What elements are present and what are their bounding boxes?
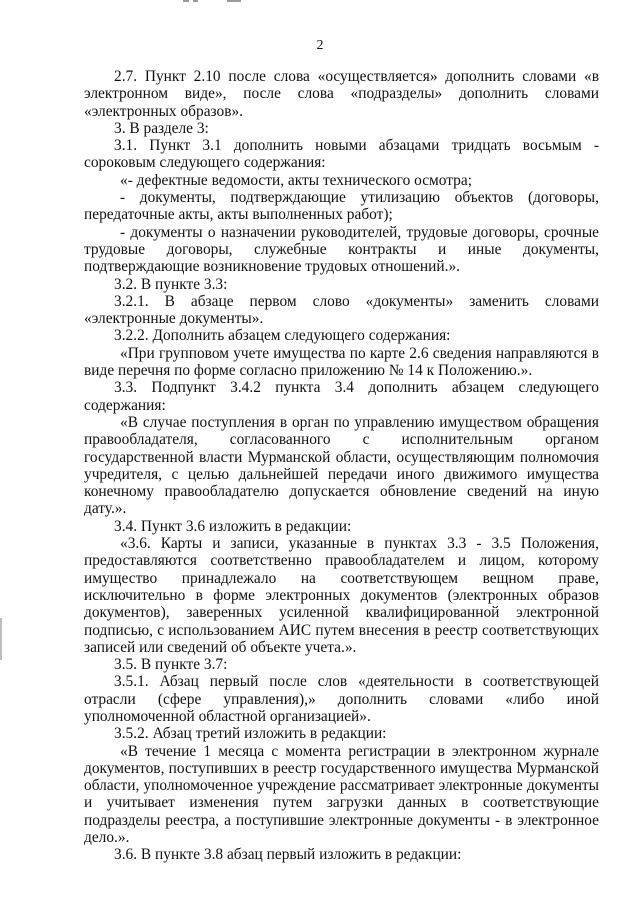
scan-artifact-top bbox=[183, 0, 243, 3]
paragraph-3-5-2: 3.5.2. Абзац третий изложить в редакции: bbox=[114, 725, 387, 743]
page-number: 2 bbox=[316, 38, 324, 53]
paragraph-3-2: 3.2. В пункте 3.3: bbox=[114, 275, 228, 293]
paragraph-3-5: 3.5. В пункте 3.7: bbox=[114, 656, 228, 674]
paragraph-section-3: 3. В разделе 3: bbox=[114, 119, 209, 137]
paragraph-quote-group-accounting: «При групповом учете имущества по карте 2.6 сведения направляются в виде перечня по форме согласно приложению № 14 к Положению.». bbox=[84, 344, 599, 380]
paragraph-3-3: 3.3. Подпункт 3.4.2 пункта 3.4 дополнить абзацем следующего содержания: bbox=[84, 379, 599, 414]
paragraph-quote-3-6: «3.6. Карты и записи, указанные в пунктах 3.3 - 3.5 Положения, предоставляются соответственно правообладателем и лицом, которому имущество принадлежало на соответствующем вещном праве, исключительно в форме электронных документов (электронных образов документов), заверенных усиленной квалифицированной электронной подписью, с использованием АИС путем внесения в реестр соответствующих записей или сведений об объекте учета.». bbox=[84, 535, 599, 656]
document-body bbox=[84, 68, 599, 864]
paragraph-2-7: 2.7. Пункт 2.10 после слова «осуществляется» дополнить словами «в электронном виде», после слова «подразделы» дополнить словами «электронных образов». bbox=[84, 68, 599, 120]
paragraph-quote-employment-documents: - документы о назначении руководителей, трудовые договоры, срочные трудовые договоры, служебные контракты и иные документы, подтверждающие возникновение трудовых отношений.». bbox=[84, 223, 599, 276]
paragraph-3-2-1: 3.2.1. В абзаце первом слово «документы» заменить словами «электронные документы». bbox=[84, 292, 599, 328]
paragraph-3-5-1: 3.5.1. Абзац первый после слов «деятельности в соответствующей отрасли (сфере управления),» дополнить словами «либо иной уполномоченной областной организацией». bbox=[84, 673, 599, 725]
scan-artifact-left bbox=[0, 618, 2, 660]
paragraph-3-1: 3.1. Пункт 3.1 дополнить новыми абзацами тридцать восьмым - сороковым следующего содержания: bbox=[84, 137, 599, 172]
paragraph-3-2-2: 3.2.2. Дополнить абзацем следующего содержания: bbox=[114, 327, 451, 345]
paragraph-3-4: 3.4. Пункт 3.6 изложить в редакции: bbox=[114, 517, 352, 535]
paragraph-3-6: 3.6. В пункте 3.8 абзац первый изложить в редакции: bbox=[114, 846, 462, 864]
paragraph-quote-disposal-documents: - документы, подтверждающие утилизацию объектов (договоры, передаточные акты, акты выполненных работ); bbox=[84, 189, 599, 224]
paragraph-quote-defect-statements: «- дефектные ведомости, акты технического осмотра; bbox=[120, 171, 472, 189]
paragraph-quote-registration-month: «В течение 1 месяца с момента регистрации в электронном журнале документов, поступивших в реестр государственного имущества Мурманской области, уполномоченное учреждение рассматривает электронные документы и учитывает изменения путем загрузки данных в соответствующие подразделы реестра, а поступившие электронные документы - в электронное дело.». bbox=[84, 742, 599, 847]
paragraph-quote-rightholder-appeal: «В случае поступления в орган по управлению имуществом обращения правообладателя, согласованного с исполнительным органом государственной власти Мурманской области, осуществляющим полномочия учредителя, с целью дальнейшей передачи иного движимого имущества конечному правообладателю допускается обновление сведений на иную дату.». bbox=[84, 413, 599, 518]
